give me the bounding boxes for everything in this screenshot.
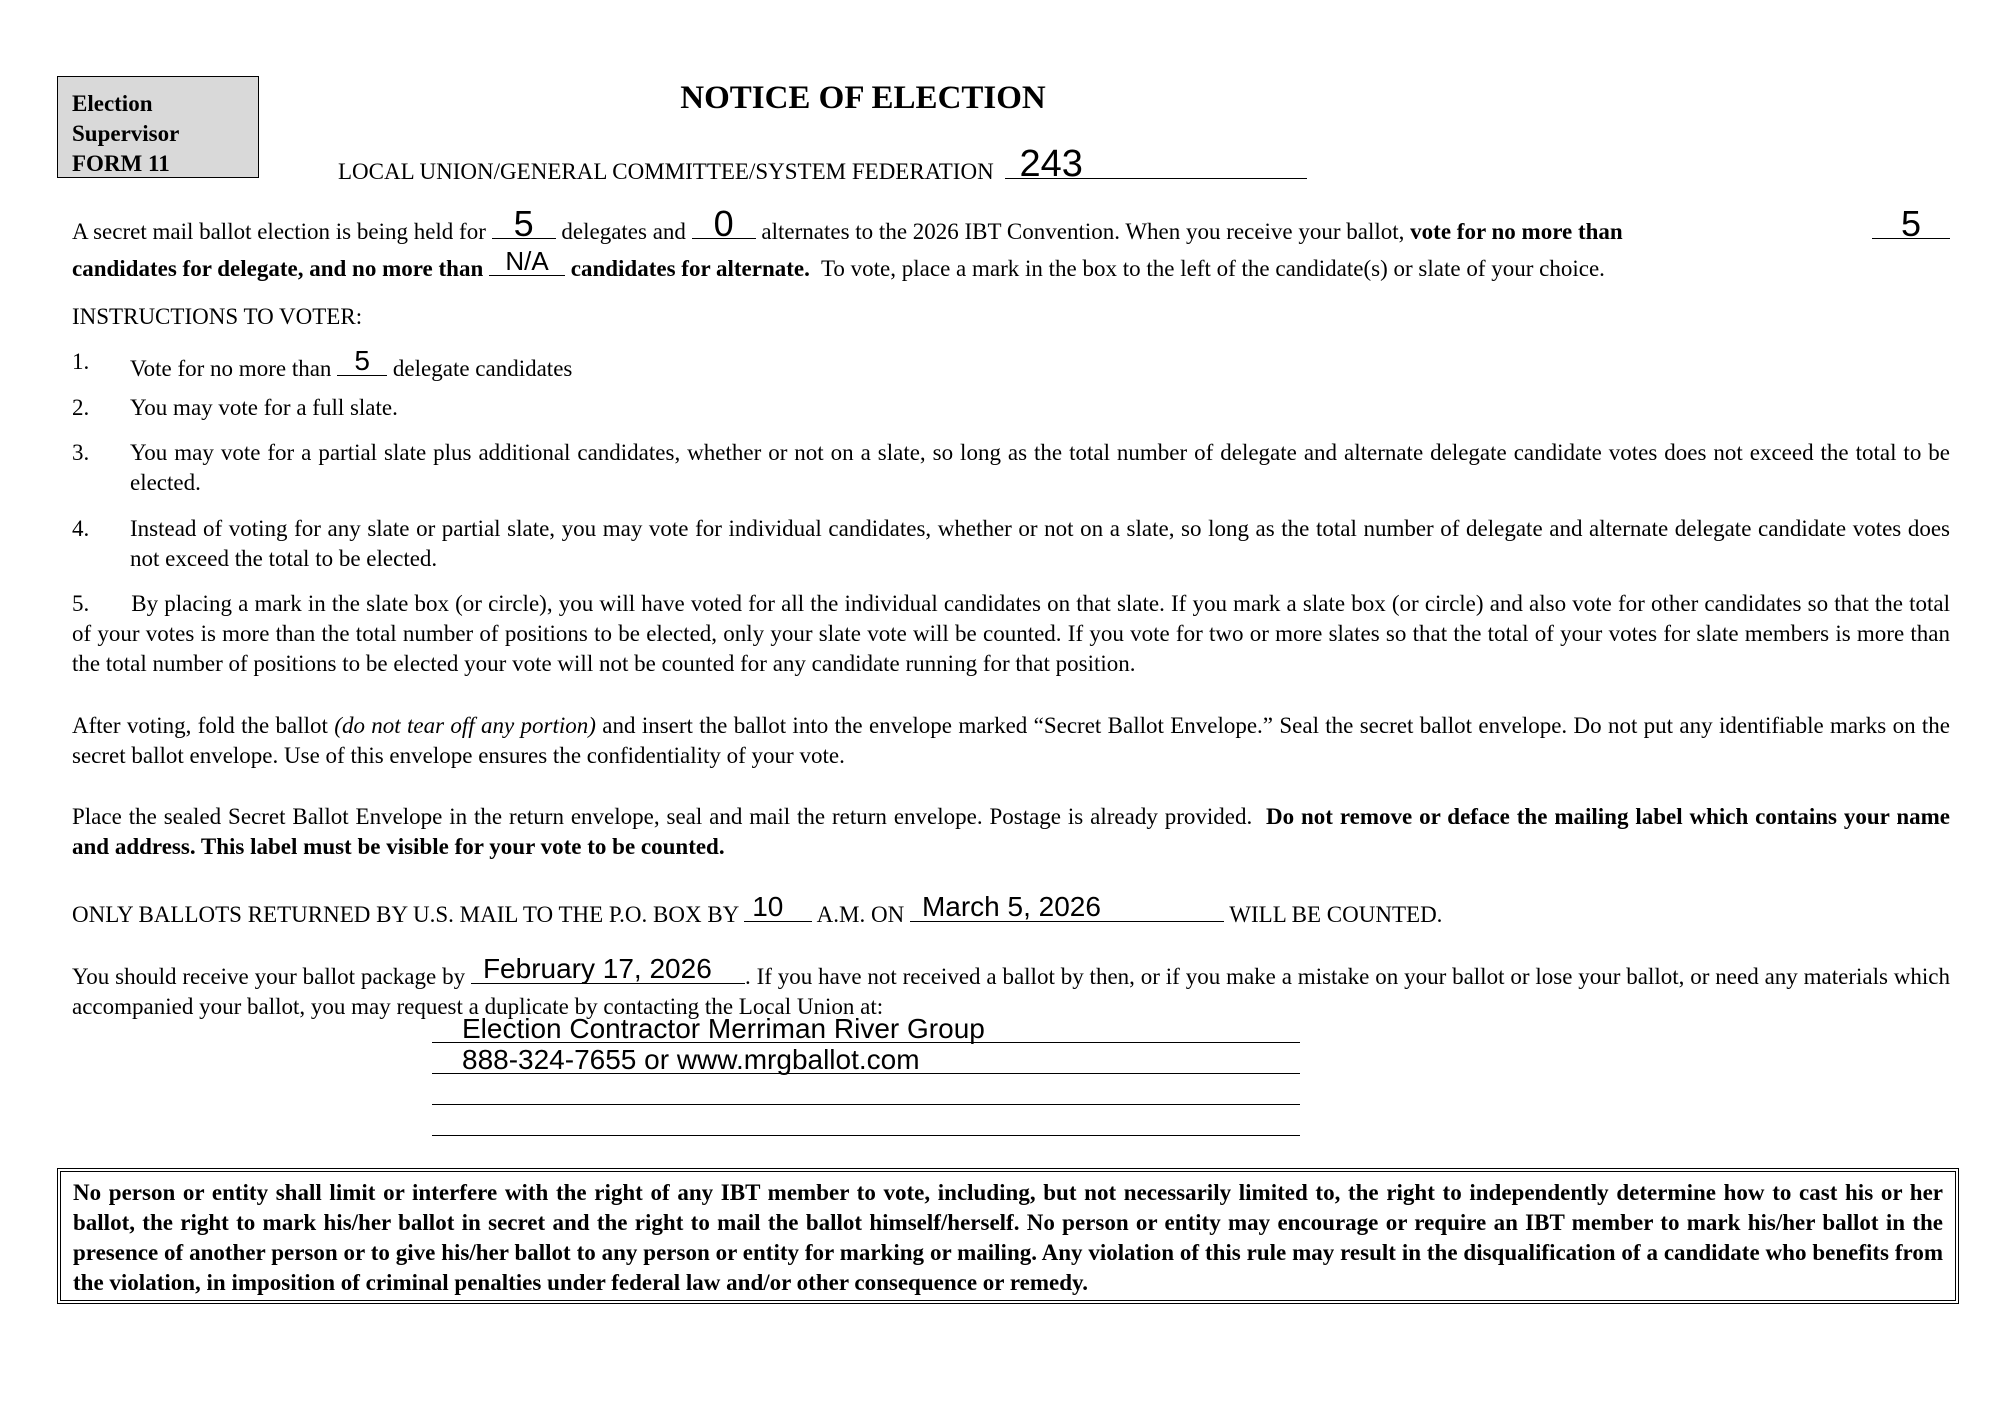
instruction-number: 5.: [72, 591, 90, 616]
deadline-hour-field[interactable]: [744, 893, 812, 922]
deadline-line: [72, 893, 1442, 930]
contact-line-text: Election Contractor Merriman River Group: [462, 1013, 985, 1044]
local-union-field[interactable]: [1005, 143, 1307, 185]
mailing-bold-text: Do not remove or deface the mailing label which contains your name and address. This label must be visible for your vote to be counted.: [72, 804, 1951, 859]
vote-max-delegates-value: 5: [1900, 203, 1922, 244]
intro-text: delegates and: [561, 219, 686, 244]
form-box-line: Election: [72, 91, 153, 116]
deadline-text: WILL BE COUNTED.: [1229, 902, 1443, 927]
alternates-count-value: 0: [713, 203, 734, 244]
deadline-date-field[interactable]: [910, 893, 1224, 922]
vote-max-delegates-field[interactable]: [1872, 203, 1950, 244]
after-voting-text: and insert the ballot into the envelope marked “Secret Ballot Envelope.” Seal the secret ballot envelope. Do not put any identifiable marks on the secret ballot envelope. Use of this envelope ensures the confidentiality of your vote.: [72, 713, 1951, 768]
voter-rights-notice: No person or entity shall limit or interfere with the right of any IBT member to vote, including, but not necessarily limited to, the right to independently determine how to cast his or her ballot, the right to mark his/her ballot in secret and the right to mail the ballot himself/herself. No person or entity may encourage or require an IBT member to mark his/her ballot in the presence of another person or to give his/her ballot to any person or entity for marking or mailing. Any violation of this rule may result in the disqualification of a candidate who benefits from the violation, in imposition of criminal penalties under federal law and/or other consequence or remedy.: [57, 1168, 1959, 1304]
contact-line[interactable]: [432, 1104, 1300, 1136]
intro-paragraph: [72, 203, 1950, 284]
instruction-item-3: You may vote for a partial slate plus additional candidates, whether or not on a slate, so long as the total number of delegate and alternate delegate candidate votes does not exceed the total to be elected.: [130, 440, 1950, 495]
instruction-item-4: Instead of voting for any slate or partial slate, you may vote for individual candidates, whether or not on a slate, so long as the total number of delegate and alternate delegate candidate votes does not exceed the total to be elected.: [130, 516, 1950, 571]
instruction-text: delegate candidates: [392, 356, 573, 381]
deadline-text: A.M. ON: [816, 902, 905, 927]
vote-max-alternates-field[interactable]: [489, 247, 565, 276]
after-voting-text: After voting, fold the ballot: [72, 713, 328, 738]
vote-limit-field[interactable]: [337, 347, 387, 376]
intro-text: To vote, place a mark in the box to the left of the candidate(s) or slate of your choice.: [820, 256, 1605, 281]
instruction-item-1: [130, 347, 572, 384]
deadline-hour-value: 10: [752, 891, 784, 922]
deadline-date-value: March 5, 2026: [921, 891, 1101, 922]
mailing-paragraph: [72, 802, 1950, 862]
local-union-value: 243: [1019, 143, 1083, 185]
instruction-number: 4.: [72, 516, 90, 541]
intro-bold-text: candidates for alternate.: [570, 256, 810, 281]
receive-date-value: February 17, 2026: [482, 953, 712, 984]
receive-text: . If you have not received a ballot by then, or if you make a mistake on your ballot or lose your ballot, or need any materials which accompanied your ballot, you may request a duplicate by contacting the Local Union at:: [72, 964, 1951, 1019]
instruction-item-2: You may vote for a full slate.: [130, 395, 398, 420]
vote-limit-value: 5: [354, 345, 370, 376]
instruction-text: By placing a mark in the slate box (or circle), you will have voted for all the individual candidates on that slate. If you mark a slate box (or circle) and also vote for other candidates so that the total of your votes is more than the total number of positions to be elected, only your slate vote will be counted. If you vote for two or more slates so that the total of your votes for slate members is more than the total number of positions to be elected your vote will not be counted for any candidate running for that position.: [72, 591, 1950, 676]
form-box-line: FORM 11: [72, 151, 170, 176]
alternates-count-field[interactable]: [692, 203, 756, 244]
delegates-count-field[interactable]: [492, 203, 556, 244]
instruction-number: 1.: [72, 349, 90, 374]
after-voting-italic: (do not tear off any portion): [334, 713, 596, 738]
instruction-text: Vote for no more than: [130, 356, 332, 381]
page-title: NOTICE OF ELECTION: [680, 80, 1046, 116]
instruction-number: 2.: [72, 395, 90, 420]
contact-line[interactable]: [432, 1011, 1300, 1043]
deadline-text: ONLY BALLOTS RETURNED BY U.S. MAIL TO THE P.O. BOX BY: [72, 902, 739, 927]
local-union-line: [338, 143, 1307, 187]
form-box-line: Supervisor: [72, 121, 180, 146]
intro-bold-text: vote for no more than: [1410, 219, 1623, 244]
receive-text: You should receive your ballot package by: [72, 964, 466, 989]
contact-line[interactable]: [432, 1073, 1300, 1105]
intro-text: A secret mail ballot election is being held for: [72, 219, 486, 244]
vote-max-alternates-value: N/A: [505, 246, 549, 276]
contact-line-text: 888-324-7655 or www.mrgballot.com: [462, 1044, 920, 1075]
delegates-count-value: 5: [513, 203, 534, 244]
receive-date-field[interactable]: [471, 955, 745, 984]
after-voting-paragraph: [72, 711, 1950, 771]
instruction-item-5: [72, 589, 1950, 679]
instructions-heading: INSTRUCTIONS TO VOTER:: [72, 304, 363, 329]
instruction-number: 3.: [72, 440, 90, 465]
intro-text: alternates to the 2026 IBT Convention. When you receive your ballot,: [761, 219, 1405, 244]
contact-line[interactable]: [432, 1042, 1300, 1074]
mailing-text: Place the sealed Secret Ballot Envelope in the return envelope, seal and mail the return envelope. Postage is already provided.: [72, 804, 1253, 829]
local-union-label: LOCAL UNION/GENERAL COMMITTEE/SYSTEM FEDERATION: [338, 159, 994, 184]
intro-bold-text: candidates for delegate, and no more than: [72, 256, 484, 281]
